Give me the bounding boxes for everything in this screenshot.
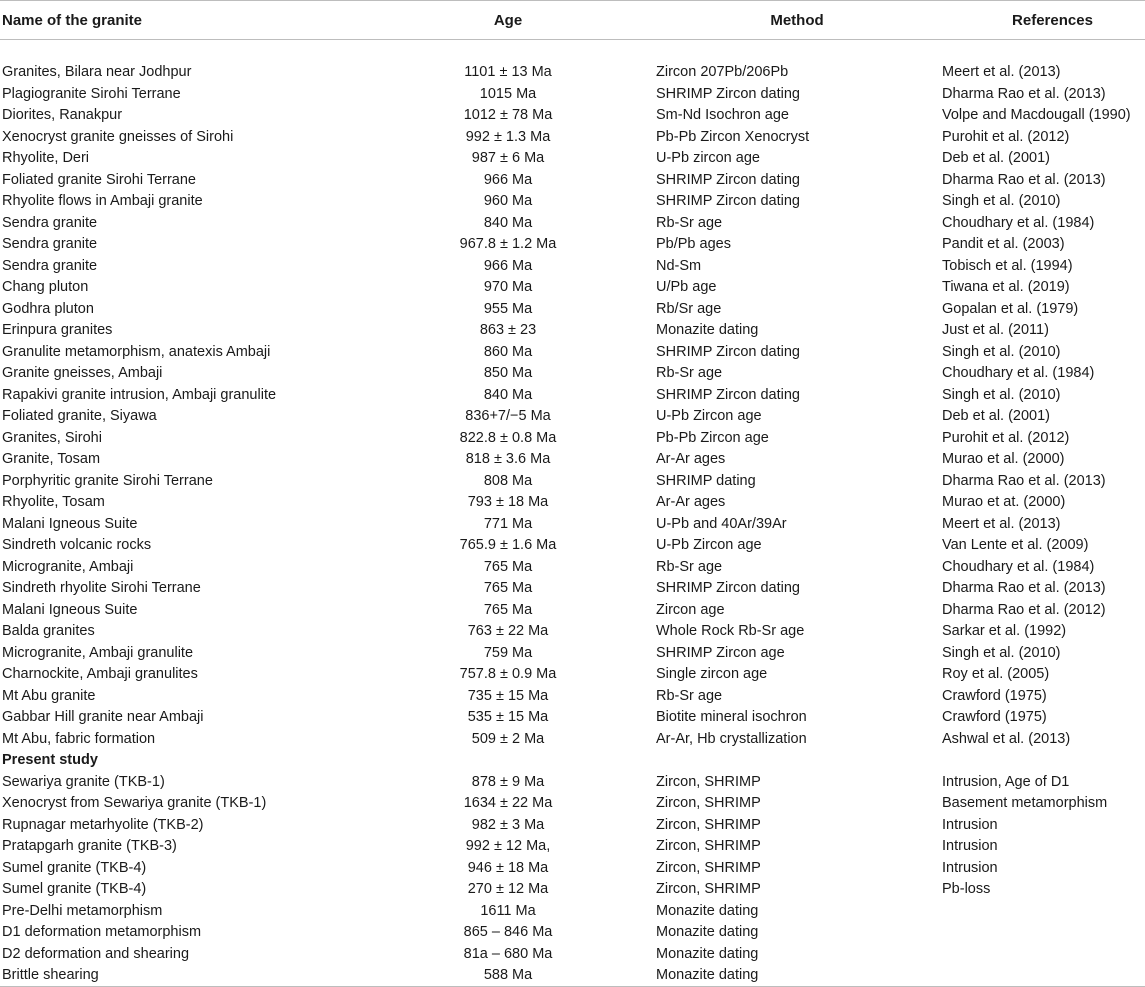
cell-age: 759 Ma — [483, 644, 533, 661]
cell-method: Zircon, SHRIMP — [656, 859, 761, 876]
cell-reference: Intrusion — [942, 859, 998, 876]
table-row — [0, 406, 1145, 428]
table-row — [0, 363, 1145, 385]
cell-reference: Dharma Rao et al. (2013) — [942, 85, 1106, 102]
cell-reference — [938, 943, 1145, 965]
cell-method: SHRIMP Zircon age — [656, 644, 785, 661]
cell-reference: Sarkar et al. (1992) — [942, 623, 1067, 640]
cell-age: 966 Ma — [483, 171, 533, 188]
cell-name: Mt Abu granite — [2, 687, 96, 704]
cell-name: Granites, Sirohi — [2, 429, 102, 446]
cell-age: 970 Ma — [483, 279, 533, 296]
cell-method: Rb-Sr age — [656, 214, 723, 231]
cell-reference: Deb et al. (2001) — [942, 408, 1051, 425]
cell-reference: Choudhary et al. (1984) — [942, 558, 1095, 575]
table-row — [0, 62, 1145, 84]
cell-method: U-Pb zircon age — [656, 150, 760, 167]
cell-name: Malani Igneous Suite — [2, 515, 138, 532]
header-method: Method — [646, 1, 938, 40]
cell-reference: Murao et al. (2000) — [942, 451, 1065, 468]
cell-name: Granite gneisses, Ambaji — [2, 365, 163, 382]
table-row — [0, 900, 1145, 922]
cell-age: 808 Ma — [483, 472, 533, 489]
cell-name: Sindreth rhyolite Sirohi Terrane — [2, 580, 201, 597]
cell-reference: Choudhary et al. (1984) — [942, 365, 1095, 382]
section-title: Present study — [2, 752, 98, 769]
cell-method: Monazite dating — [656, 902, 759, 919]
cell-name: Plagiogranite Sirohi Terrane — [2, 85, 181, 102]
cell-method: Zircon, SHRIMP — [656, 795, 761, 812]
cell-age: 992 ± 1.3 Ma — [465, 128, 551, 145]
table-row — [0, 105, 1145, 127]
cell-method: SHRIMP dating — [656, 472, 756, 489]
cell-age: 840 Ma — [483, 214, 533, 231]
cell-reference: Dharma Rao et al. (2013) — [942, 580, 1106, 597]
table-row — [0, 212, 1145, 234]
cell-reference: Basement metamorphism — [942, 795, 1108, 812]
cell-name: D2 deformation and shearing — [2, 945, 190, 962]
cell-reference: Tobisch et al. (1994) — [942, 257, 1073, 274]
cell-name: Malani Igneous Suite — [2, 601, 138, 618]
cell-reference: Singh et al. (2010) — [942, 386, 1061, 403]
cell-age: 967.8 ± 1.2 Ma — [459, 236, 557, 253]
cell-name: Charnockite, Ambaji granulites — [2, 666, 198, 683]
cell-method: Monazite dating — [656, 945, 759, 962]
cell-reference — [938, 900, 1145, 922]
cell-name: Pratapgarh granite (TKB-3) — [2, 838, 177, 855]
cell-age: 987 ± 6 Ma — [471, 150, 545, 167]
cell-age: 966 Ma — [483, 257, 533, 274]
section-row — [0, 750, 1145, 772]
cell-name: Rapakivi granite intrusion, Ambaji granulite — [2, 386, 277, 403]
cell-method: Ar-Ar, Hb crystallization — [656, 730, 807, 747]
table-row — [0, 771, 1145, 793]
cell-age: 865 – 846 Ma — [463, 924, 553, 941]
cell-name: Porphyritic granite Sirohi Terrane — [2, 472, 213, 489]
cell-age: 270 ± 12 Ma — [467, 881, 549, 898]
table-row — [0, 814, 1145, 836]
cell-reference: Dharma Rao et al. (2012) — [942, 601, 1106, 618]
table-row — [0, 857, 1145, 879]
cell-method: U-Pb and 40Ar/39Ar — [656, 515, 787, 532]
cell-reference: Ashwal et al. (2013) — [942, 730, 1071, 747]
table-row — [0, 599, 1145, 621]
table-row — [0, 836, 1145, 858]
cell-reference: Tiwana et al. (2019) — [942, 279, 1070, 296]
cell-reference: Pandit et al. (2003) — [942, 236, 1065, 253]
table-row — [0, 492, 1145, 514]
table-row — [0, 320, 1145, 342]
table-row — [0, 965, 1145, 987]
cell-age: 757.8 ± 0.9 Ma — [459, 666, 557, 683]
cell-age: 765 Ma — [483, 558, 533, 575]
table-body — [0, 40, 1145, 987]
header-row — [0, 1, 1145, 40]
cell-age: 1634 ± 22 Ma — [463, 795, 553, 812]
cell-method: SHRIMP Zircon dating — [656, 85, 800, 102]
cell-reference — [938, 922, 1145, 944]
cell-name: Balda granites — [2, 623, 95, 640]
cell-reference: Singh et al. (2010) — [942, 644, 1061, 661]
cell-age: 765 Ma — [483, 580, 533, 597]
cell-method: Pb-Pb Zircon age — [656, 429, 769, 446]
cell-name: Gabbar Hill granite near Ambaji — [2, 709, 204, 726]
cell-name: Erinpura granites — [2, 322, 113, 339]
cell-age: 1012 ± 78 Ma — [463, 107, 553, 124]
cell-age: 765 Ma — [483, 601, 533, 618]
cell-name: Foliated granite, Siyawa — [2, 408, 157, 425]
cell-method: SHRIMP Zircon dating — [656, 171, 800, 188]
cell-method: Pb-Pb Zircon Xenocryst — [656, 128, 810, 145]
cell-reference: Meert et al. (2013) — [942, 515, 1061, 532]
cell-method: SHRIMP Zircon dating — [656, 580, 800, 597]
table-row — [0, 513, 1145, 535]
cell-name: Microgranite, Ambaji — [2, 558, 134, 575]
cell-age: 960 Ma — [483, 193, 533, 210]
table-row — [0, 879, 1145, 901]
cell-method: Zircon age — [656, 601, 725, 618]
table-row — [0, 578, 1145, 600]
cell-name: Chang pluton — [2, 279, 89, 296]
cell-name: Sendra granite — [2, 236, 98, 253]
cell-method: Nd-Sm — [656, 257, 702, 274]
table-row — [0, 169, 1145, 191]
cell-age: 771 Ma — [483, 515, 533, 532]
cell-reference: Choudhary et al. (1984) — [942, 214, 1095, 231]
cell-age: 535 ± 15 Ma — [467, 709, 549, 726]
cell-name: Rhyolite, Deri — [2, 150, 90, 167]
cell-name: Sewariya granite (TKB-1) — [2, 773, 165, 790]
table-row — [0, 922, 1145, 944]
cell-age: 822.8 ± 0.8 Ma — [459, 429, 557, 446]
table-row — [0, 341, 1145, 363]
cell-name: Pre-Delhi metamorphism — [2, 902, 163, 919]
cell-reference: Dharma Rao et al. (2013) — [942, 171, 1106, 188]
table-row — [0, 685, 1145, 707]
cell-name: Mt Abu, fabric formation — [2, 730, 156, 747]
cell-reference: Volpe and Macdougall (1990) — [942, 107, 1131, 124]
cell-age: 836+7/−5 Ma — [465, 408, 551, 425]
cell-age: 1101 ± 13 Ma — [464, 64, 552, 81]
cell-reference: Intrusion, Age of D1 — [942, 773, 1070, 790]
cell-name: Xenocryst granite gneisses of Sirohi — [2, 128, 234, 145]
table-row — [0, 148, 1145, 170]
cell-reference: Murao et at. (2000) — [942, 494, 1066, 511]
table-row — [0, 384, 1145, 406]
cell-name: Rhyolite flows in Ambaji granite — [2, 193, 203, 210]
cell-name: Sumel granite (TKB-4) — [2, 859, 147, 876]
cell-reference: Intrusion — [942, 838, 998, 855]
header-references: References — [938, 1, 1145, 40]
cell-age: 81a – 680 Ma — [463, 945, 553, 962]
table-row — [0, 234, 1145, 256]
table-row — [0, 298, 1145, 320]
cell-method: Pb/Pb ages — [656, 236, 731, 253]
cell-reference: Roy et al. (2005) — [942, 666, 1050, 683]
cell-name: Rupnagar metarhyolite (TKB-2) — [2, 816, 204, 833]
cell-method: Whole Rock Rb-Sr age — [656, 623, 805, 640]
cell-age: 509 ± 2 Ma — [471, 730, 545, 747]
cell-method: Zircon, SHRIMP — [656, 881, 761, 898]
cell-name: Sindreth volcanic rocks — [2, 537, 152, 554]
cell-age: 992 ± 12 Ma, — [465, 838, 551, 855]
cell-name: Granulite metamorphism, anatexis Ambaji — [2, 343, 271, 360]
cell-method: Single zircon age — [656, 666, 768, 683]
table-row — [0, 427, 1145, 449]
cell-method: Biotite mineral isochron — [656, 709, 807, 726]
cell-reference: Purohit et al. (2012) — [942, 429, 1070, 446]
cell-name: Brittle shearing — [0, 965, 368, 987]
cell-age: 878 ± 9 Ma — [471, 773, 545, 790]
cell-reference: Deb et al. (2001) — [942, 150, 1051, 167]
table-row — [0, 535, 1145, 557]
cell-name: Xenocryst from Sewariya granite (TKB-1) — [2, 795, 267, 812]
cell-name: Sendra granite — [2, 214, 98, 231]
cell-method: Rb/Sr age — [656, 300, 722, 317]
cell-method: SHRIMP Zircon dating — [656, 193, 800, 210]
cell-reference: Crawford (1975) — [942, 687, 1047, 704]
table-row — [0, 83, 1145, 105]
table-row — [0, 943, 1145, 965]
cell-age: 946 ± 18 Ma — [467, 859, 549, 876]
cell-age: 1611 Ma — [480, 902, 536, 919]
cell-method: U/Pb age — [656, 279, 717, 296]
header-name: Name of the granite — [0, 1, 368, 40]
cell-reference: Pb-loss — [942, 881, 991, 898]
header-age: Age — [368, 1, 646, 40]
cell-method: Sm-Nd Isochron age — [656, 107, 789, 124]
cell-method: Monazite dating — [656, 924, 759, 941]
cell-name: Granite, Tosam — [2, 451, 101, 468]
table-row — [0, 255, 1145, 277]
cell-age: 818 ± 3.6 Ma — [465, 451, 551, 468]
cell-age: 863 ± 23 — [479, 322, 537, 339]
cell-reference: Just et al. (2011) — [942, 322, 1049, 339]
cell-method: U-Pb Zircon age — [656, 537, 762, 554]
cell-reference: Gopalan et al. (1979) — [942, 300, 1079, 317]
cell-method: Rb-Sr age — [656, 558, 723, 575]
cell-name: Sendra granite — [2, 257, 98, 274]
cell-method: Ar-Ar ages — [656, 451, 726, 468]
cell-method: Zircon, SHRIMP — [656, 773, 761, 790]
table-row — [0, 642, 1145, 664]
cell-method: Monazite dating — [656, 322, 759, 339]
cell-method: Monazite dating — [646, 965, 938, 987]
table-row — [0, 556, 1145, 578]
cell-age: 955 Ma — [483, 300, 533, 317]
spacer-row — [0, 40, 1145, 62]
cell-method: Zircon, SHRIMP — [656, 816, 761, 833]
cell-reference: Dharma Rao et al. (2013) — [942, 472, 1106, 489]
cell-method: U-Pb Zircon age — [656, 408, 762, 425]
table-row — [0, 449, 1145, 471]
cell-reference: Singh et al. (2010) — [942, 193, 1061, 210]
table-row — [0, 277, 1145, 299]
cell-name: Foliated granite Sirohi Terrane — [2, 171, 196, 188]
table-row — [0, 664, 1145, 686]
cell-reference: Singh et al. (2010) — [942, 343, 1061, 360]
cell-method: Zircon 207Pb/206Pb — [656, 64, 789, 81]
cell-name: Microgranite, Ambaji granulite — [2, 644, 194, 661]
cell-age: 793 ± 18 Ma — [467, 494, 549, 511]
cell-reference: Intrusion — [942, 816, 998, 833]
cell-method: Ar-Ar ages — [656, 494, 726, 511]
table-row — [0, 621, 1145, 643]
cell-age: 763 ± 22 Ma — [467, 623, 549, 640]
cell-reference: Crawford (1975) — [942, 709, 1047, 726]
cell-age: 735 ± 15 Ma — [467, 687, 549, 704]
cell-age: 1015 Ma — [479, 85, 537, 102]
cell-name: Granites, Bilara near Jodhpur — [2, 64, 192, 81]
table-row — [0, 470, 1145, 492]
cell-age: 982 ± 3 Ma — [471, 816, 545, 833]
cell-method: SHRIMP Zircon dating — [656, 343, 800, 360]
cell-reference — [938, 965, 1145, 987]
cell-name: Godhra pluton — [2, 300, 94, 317]
cell-age: 588 Ma — [368, 965, 646, 987]
cell-reference: Van Lente et al. (2009) — [942, 537, 1089, 554]
table-row — [0, 191, 1145, 213]
cell-method: Rb-Sr age — [656, 687, 723, 704]
cell-age: 765.9 ± 1.6 Ma — [459, 537, 557, 554]
cell-method: SHRIMP Zircon dating — [656, 386, 800, 403]
cell-method: Rb-Sr age — [656, 365, 723, 382]
cell-reference: Meert et al. (2013) — [942, 64, 1061, 81]
cell-name: Diorites, Ranakpur — [2, 107, 123, 124]
cell-reference: Purohit et al. (2012) — [942, 128, 1070, 145]
cell-name: Sumel granite (TKB-4) — [2, 881, 147, 898]
table-row — [0, 793, 1145, 815]
cell-age: 860 Ma — [483, 343, 533, 360]
cell-name: Rhyolite, Tosam — [2, 494, 105, 511]
cell-method: Zircon, SHRIMP — [656, 838, 761, 855]
table-row — [0, 126, 1145, 148]
table-row — [0, 707, 1145, 729]
table-row — [0, 728, 1145, 750]
cell-age: 840 Ma — [483, 386, 533, 403]
cell-age: 850 Ma — [483, 365, 533, 382]
cell-name: D1 deformation metamorphism — [2, 924, 202, 941]
